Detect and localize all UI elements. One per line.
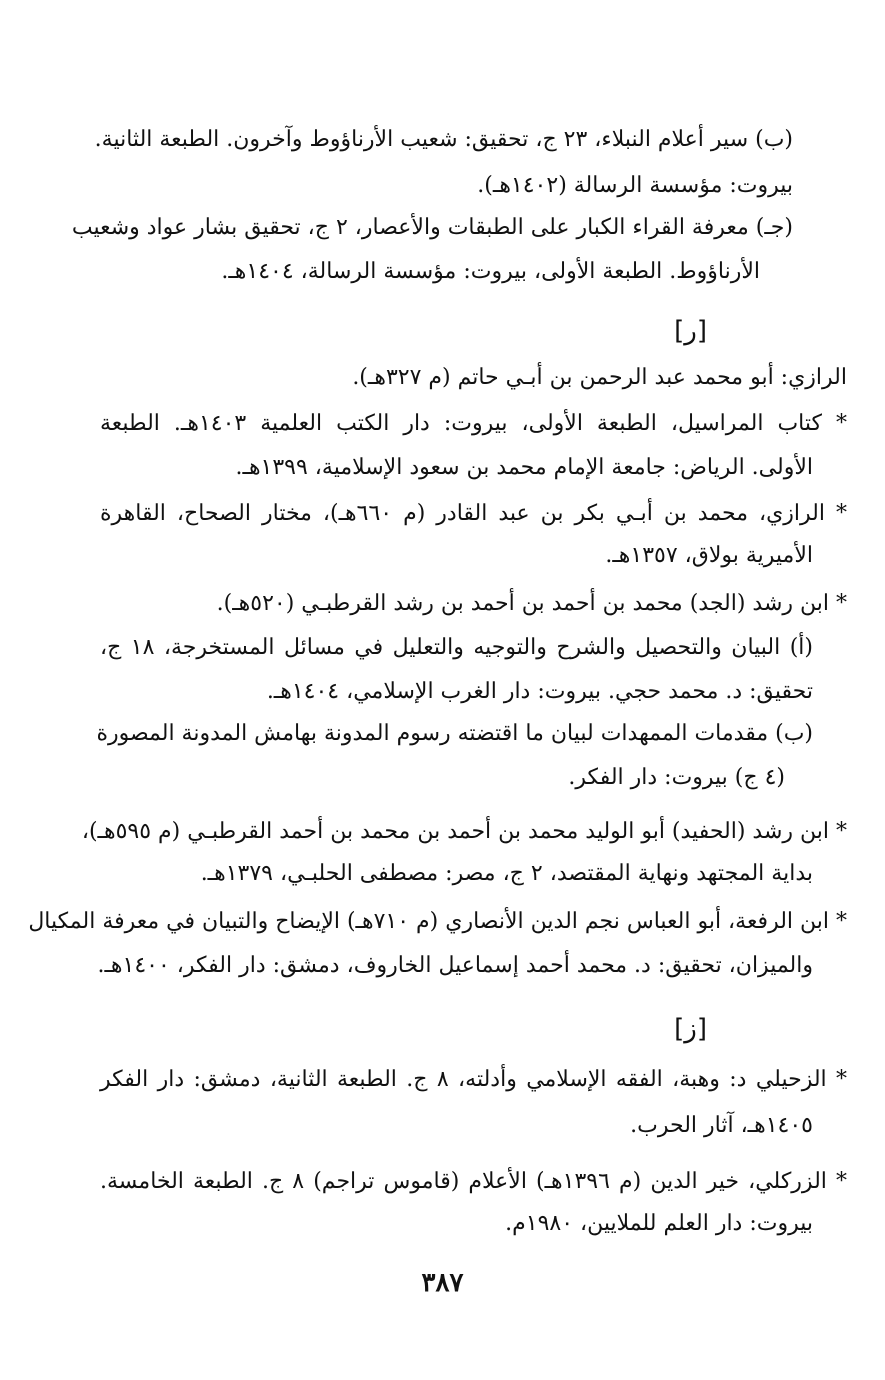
entry-zirikli-line1: * الزركلي، خير الدين (م ١٣٩٦هـ) الأعلام (قاموس تراجم) ٨ ج. الطبعة الخامسة. xyxy=(100,1169,847,1194)
entry-ibn-rushd-b-line2: (٤ ج) بيروت: دار الفكر. xyxy=(568,765,785,790)
entry-razi-abu-muhammad: الرازي: أبو محمد عبد الرحمن بن أبـي حاتم (م ٣٢٧هـ). xyxy=(352,365,847,390)
entry-ibn-rifa-line2: والميزان، تحقيق: د. محمد أحمد إسماعيل الخاروف، دمشق: دار الفكر، ١٤٠٠هـ. xyxy=(97,953,813,978)
entry-razi-muhammad-line1: * الرازي، محمد بن أبـي بكر بن عبد القادر (م ٦٦٠هـ)، مختار الصحاح، القاهرة xyxy=(100,501,847,526)
entry-kitab-marasil-line1: * كتاب المراسيل، الطبعة الأولى، بيروت: دار الكتب العلمية ١٤٠٣هـ. الطبعة xyxy=(100,411,848,436)
entry-ibn-rushd-b-line1: (ب) مقدمات الممهدات لبيان ما اقتضته رسوم المدونة بهامش المدونة المصورة xyxy=(96,721,813,746)
entry-ibn-rushd-a-line1: (أ) البيان والتحصيل والشرح والتوجيه والتعليل في مسائل المستخرجة، ١٨ ج، xyxy=(100,635,813,660)
entry-ibn-rushd-hafid-line2: بداية المجتهد ونهاية المقتصد، ٢ ج، مصر: مصطفى الحلبـي، ١٣٧٩هـ. xyxy=(200,861,813,886)
entry-ibn-rushd-jadd: * ابن رشد (الجد) محمد بن أحمد بن أحمد بن رشد القرطبـي (٥٢٠هـ). xyxy=(216,591,847,616)
entry-zuhayli-line1: * الزحيلي د: وهبة، الفقه الإسلامي وأدلته، ٨ ج. الطبعة الثانية، دمشق: دار الفكر xyxy=(100,1067,848,1092)
section-heading-ra: [ر] xyxy=(674,316,707,346)
entry-dhahabi-c-line2: الأرناؤوط. الطبعة الأولى، بيروت: مؤسسة الرسالة، ١٤٠٤هـ. xyxy=(221,259,760,284)
section-heading-zay: [ز] xyxy=(674,1014,707,1044)
entry-ibn-rushd-hafid-line1: * ابن رشد (الحفيد) أبو الوليد محمد بن أحمد بن محمد بن أحمد القرطبـي (م ٥٩٥هـ)، xyxy=(81,819,847,844)
entry-dhahabi-b-line2: بيروت: مؤسسة الرسالة (١٤٠٢هـ). xyxy=(477,173,793,198)
entry-zuhayli-line2: ١٤٠٥هـ، آثار الحرب. xyxy=(630,1113,813,1138)
entry-ibn-rushd-a-line2: تحقيق: د. محمد حجي. بيروت: دار الغرب الإسلامي، ١٤٠٤هـ. xyxy=(266,679,813,704)
entry-kitab-marasil-line2: الأولى. الرياض: جامعة الإمام محمد بن سعود الإسلامية، ١٣٩٩هـ. xyxy=(235,455,813,480)
page-number: ٣٨٧ xyxy=(421,1268,464,1298)
entry-dhahabi-b-line1: (ب) سير أعلام النبلاء، ٢٣ ج، تحقيق: شعيب الأرناؤوط وآخرون. الطبعة الثانية. xyxy=(94,127,793,152)
entry-razi-muhammad-line2: الأميرية بولاق، ١٣٥٧هـ. xyxy=(605,543,813,568)
entry-zirikli-line2: بيروت: دار العلم للملايين، ١٩٨٠م. xyxy=(505,1211,813,1236)
entry-dhahabi-c-line1: (جـ) معرفة القراء الكبار على الطبقات والأعصار، ٢ ج، تحقيق بشار عواد وشعيب xyxy=(71,215,793,240)
entry-ibn-rifa-line1: * ابن الرفعة، أبو العباس نجم الدين الأنصاري (م ٧١٠هـ) الإيضاح والتبيان في معرفة المكيال xyxy=(28,909,847,934)
